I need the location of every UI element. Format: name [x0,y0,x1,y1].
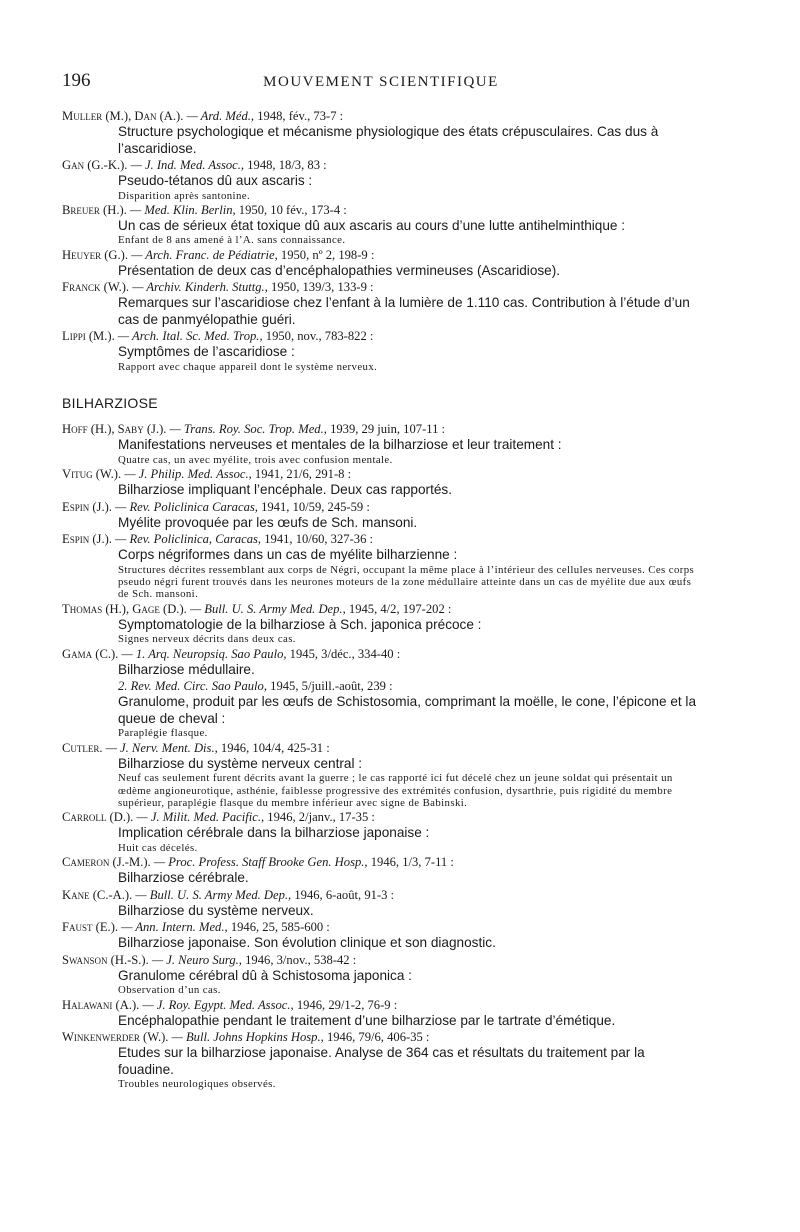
entry-author: Heuyer (G.). [62,247,129,262]
entry-journal: — Bull. U. S. Army Med. Dep., [135,887,292,902]
page-header [62,70,700,108]
bibliography-list-ascaridiose [62,108,700,373]
entry-reference: 1941, 21/6, 291-8 : [254,467,352,482]
entry-reference: 1946, 1/3, 7-11 : [370,855,454,870]
citation-line [62,328,700,344]
entry-title: Granulome cérébral dû à Schistosoma japonica : [118,967,412,983]
citation-line [62,202,700,218]
entry-reference: 1948, 18/3, 83 : [247,158,327,172]
entry-reference: 1945, 4/2, 197-202 : [348,601,452,616]
entry-journal: 2. Rev. Med. Circ. Sao Paulo, [118,679,267,694]
entry-note: Enfant de 8 ans amené à l’A. sans connaissance. [118,234,346,247]
entry-author: Gama (C.). [62,646,119,661]
bibliography-entry [62,997,700,1030]
entry-title: Encéphalopathie pendant le traitement d’une bilharziose par le tartrate d’émétique. [118,1012,616,1028]
citation-line [62,997,700,1013]
entry-journal: — Rev. Policlinica Caracas, [115,499,258,514]
entry-reference: 1950, nº 2, 198-9 : [280,247,375,262]
entry-title: Bilharziose impliquant l’encéphale. Deux cas rapportés. [118,482,452,498]
entry-title: Symptômes de l’ascaridiose : [118,344,295,360]
entry-reference: 1945, 3/déc., 334-40 : [289,646,401,661]
entry-title: Un cas de sérieux état toxique dû aux ascaris au cours d’une lutte antihelminthique : [118,217,626,233]
entry-author: Thomas (H.), Gage (D.). [62,601,187,616]
citation-line [62,421,700,437]
citation-line [62,601,700,617]
entry-author: Franck (W.). [62,280,130,295]
entry-journal: — J. Philip. Med. Assoc., [124,467,252,482]
citation-line [62,646,700,662]
bibliography-entry [62,108,700,157]
entry-author: Kane (C.-A.). [62,887,133,902]
bibliography-entry [62,279,700,328]
entry-reference: 1948, fév., 73-7 : [257,109,344,123]
entry-title: Bilharziose japonaise. Son évolution clinique et son diagnostic. [118,935,496,951]
citation-line [62,279,700,295]
entry-note: Quatre cas, un avec myélite, trois avec confusion mentale. [118,453,393,466]
citation-line [62,499,700,515]
entry-note: Paraplégie flasque. [118,727,208,740]
entry-note: Structures décrites ressemblant aux corps de Négri, occupant la même place à l’intérieur des cellules nerveuses. Ces corps pseudo négri furent trouvés dans les neurones moteurs de la zone médullaire atteinte dans un cas de myélite due aux œufs de Sch. mansoni. [118,563,695,601]
entry-journal: — J. Roy. Egypt. Med. Assoc., [142,997,294,1012]
bibliography-entry [62,466,700,499]
entry-title: Etudes sur la bilharziose japonaise. Analyse de 364 cas et résultats du traitement par la fouadine. [118,1045,645,1077]
entry-author: Cameron (J.-M.). [62,855,151,870]
entry-reference: 1950, 10 fév., 173-4 : [238,202,347,217]
bibliography-entry [62,247,700,280]
entry-reference: 1941, 10/60, 327-36 : [264,532,374,547]
entry-author: Gan (G.-K.). [62,158,128,172]
entry-journal: — Bull. Johns Hopkins Hosp., [171,1030,324,1045]
citation-line [62,919,700,935]
bibliography-entry [62,646,700,679]
entry-title: Symptomatologie de la bilharziose à Sch. japonica précoce : [118,616,482,632]
entry-title: Bilharziose du système nerveux central : [118,755,363,771]
citation-line [62,1029,700,1045]
bibliography-entry [62,202,700,247]
entry-title: Structure psychologique et mécanisme physiologique des états crépusculaires. Cas dus à l’ascaridiose. [118,124,659,156]
bibliography-entry [62,678,700,739]
entry-journal: — Ann. Intern. Med., [121,920,228,935]
entry-reference: 1946, 6-août, 91-3 : [294,887,395,902]
entry-reference: 1946, 2/janv., 17-35 : [267,810,375,825]
entry-journal: — Bull. U. S. Army Med. Dep., [189,601,346,616]
entry-journal: — Archiv. Kinderh. Stuttg., [132,280,268,295]
bibliography-entry [62,328,700,373]
entry-author: Winkenwerder (W.). [62,1030,169,1045]
entry-author: Lippi (M.). [62,329,115,344]
entry-journal: — 1. Arq. Neuropsiq. Sao Paulo, [121,646,287,661]
bibliography-entry [62,421,700,466]
entry-journal: — J. Milit. Med. Pacific., [136,810,265,825]
entry-author: Vitug (W.). [62,467,122,482]
entry-title: Pseudo-tétanos dû aux ascaris : [118,173,313,188]
bibliography-entry [62,601,700,646]
citation-line [62,466,700,482]
entry-journal: — J. Nerv. Ment. Dis., [105,740,218,755]
entry-note: Signes nerveux décrits dans deux cas. [118,633,296,646]
page-number: 196 [62,70,91,91]
entry-note: Huit cas décelés. [118,841,198,854]
entry-title: Implication cérébrale dans la bilharziose japonaise : [118,825,430,841]
citation-line [62,678,700,694]
entry-reference: 1946, 3/nov., 538-42 : [245,952,357,967]
bibliography-entry [62,919,700,952]
entry-title: Manifestations nerveuses et mentales de la bilharziose et leur traitement : [118,437,562,453]
section-heading: BILHARZIOSE [62,395,158,412]
entry-reference: 1941, 10/59, 245-59 : [261,499,370,514]
entry-journal: — Med. Klin. Berlin, [130,202,236,217]
entry-journal: — Arch. Franc. de Pédiatrie, [131,247,278,262]
bibliography-entry [62,887,700,920]
bibliography-entry [62,499,700,532]
citation-line [62,531,700,547]
entry-author: Carroll (D.). [62,810,134,825]
entry-title: Remarques sur l’ascaridiose chez l’enfant à la lumière de 1.110 cas. Contribution à l’étude d’un cas de panmyélopathie guéri. [118,295,690,327]
running-title: MOUVEMENT SCIENTIFIQUE [263,74,499,90]
entry-note: Troubles neurologiques observés. [118,1078,276,1091]
entry-title: Bilharziose du système nerveux. [118,902,314,918]
entry-journal: — Proc. Profess. Staff Brooke Gen. Hosp., [153,855,368,870]
entry-note: Neuf cas seulement furent décrits avant la guerre ; le cas rapporté ici fut décelé chez un jeune soldat qui présentait un œdème angioneurotique, asthénie, faiblesse progressive des extrémités confusion, dysarthrie, puis rigidité du membre supérieur, paraplégie flasque du membre inférieur avec signe de Babinski. [118,772,673,809]
entry-reference: 1946, 79/6, 406-35 : [326,1030,430,1045]
entry-author: Hoff (H.), Saby (J.). [62,422,167,437]
entry-reference: 1946, 29/1-2, 76-9 : [296,997,398,1012]
entry-reference: 1950, nov., 783-822 : [265,329,374,344]
entry-author: Espin (J.). [62,532,112,547]
entry-reference: 1950, 139/3, 133-9 : [271,280,374,295]
bibliography-entry [62,854,700,887]
citation-line [62,854,700,870]
entry-title: Corps négriformes dans un cas de myélite bilharzienne : [118,547,458,563]
citation-line [62,740,700,756]
entry-journal: — Trans. Roy. Soc. Trop. Med., [169,422,327,437]
entry-note: Rapport avec chaque appareil dont le système nerveux. [118,360,378,373]
entry-title: Bilharziose cérébrale. [118,870,249,886]
entry-journal: — J. Neuro Surg., [151,952,242,967]
bibliography-entry [62,740,700,810]
entry-author: Faust (E.). [62,920,119,935]
bibliography-entry [62,531,700,601]
entry-reference: 1946, 25, 585-600 : [230,920,330,935]
entry-author: Cutler. [62,740,103,755]
citation-line [62,247,700,263]
citation-line [62,952,700,968]
entry-author: Espin (J.). [62,499,112,514]
entry-journal: — Arch. Ital. Sc. Med. Trop., [117,329,263,344]
entry-title: Présentation de deux cas d’encéphalopathies vermineuses (Ascaridiose). [118,262,561,278]
citation-line [62,887,700,903]
citation-line [62,108,700,124]
bibliography-entry [62,157,700,202]
citation-line [62,157,700,173]
entry-author: Muller (M.), Dan (A.). [62,109,184,123]
bibliography-entry [62,1029,700,1090]
entry-note: Disparition après santonine. [118,189,251,202]
entry-reference: 1939, 29 juin, 107-11 : [330,422,446,437]
entry-reference: 1945, 5/juill.-août, 239 : [270,679,393,694]
bibliography-list-bilharziose [62,421,700,1090]
bibliography-entry [62,952,700,997]
entry-note: Observation d’un cas. [118,984,221,997]
entry-journal: — J. Ind. Med. Assoc., [130,158,245,172]
entry-journal: — Rev. Policlinica, Caracas, [115,532,262,547]
entry-author: Breuer (H.). [62,202,127,217]
bibliography-entry [62,809,700,854]
entry-author: Swanson (H.-S.). [62,952,149,967]
entry-journal: — Ard. Méd., [186,109,255,123]
entry-reference: 1946, 104/4, 425-31 : [220,740,330,755]
entry-title: Bilharziose médullaire. [118,661,255,677]
entry-author: Halawani (A.). [62,997,140,1012]
entry-title: Myélite provoquée par les œufs de Sch. mansoni. [118,514,418,530]
entry-title: Granulome, produit par les œufs de Schistosomia, comprimant la moëlle, le cone, l’épicone et la queue de cheval : [118,694,697,726]
citation-line [62,809,700,825]
